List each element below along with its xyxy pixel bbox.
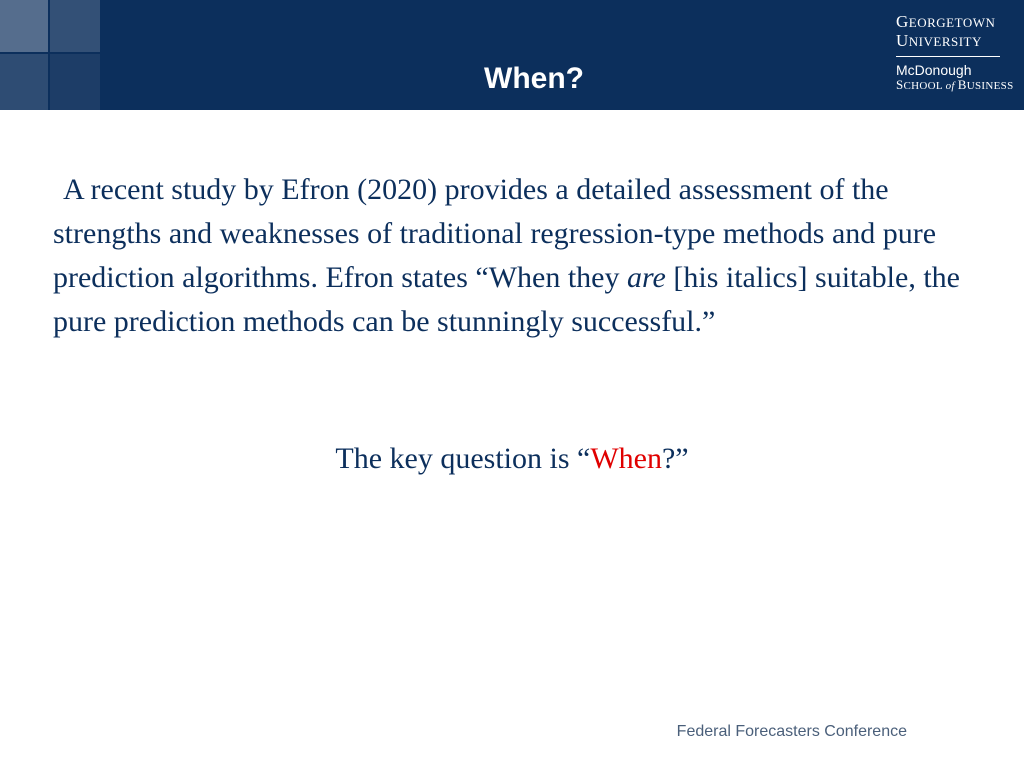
logo-line-mcdonough: McDonough — [896, 62, 972, 78]
logo-line-school: SCHOOL of BUSINESS — [896, 77, 1014, 92]
body-text-part2: [his italics] suitable, the pure prediction methods can be stunningly successful.” — [53, 261, 960, 338]
body-paragraph-text — [53, 168, 978, 344]
body-paragraph — [53, 168, 978, 344]
footer-conference-name: Federal Forecasters Conference — [676, 723, 907, 740]
key-question — [0, 439, 1024, 479]
key-question-suffix: ?” — [661, 442, 689, 475]
decorative-square — [50, 0, 100, 52]
georgetown-logo — [896, 12, 1014, 93]
header-bar — [0, 0, 1024, 110]
logo-line-university: UNIVERSITY — [896, 31, 982, 50]
logo-line-georgetown: GEORGETOWN — [896, 12, 996, 31]
decorative-square — [0, 0, 48, 52]
body-text-italic: are — [627, 261, 666, 294]
logo-divider — [896, 56, 1000, 57]
body-text-part1: A recent study by Efron (2020) provides a detailed assessment of the strengths and weaknesses of traditional regression-type methods and pure prediction algorithms. Efron states “When they — [53, 173, 937, 294]
key-question-emphasis: When — [590, 442, 662, 475]
slide-title: When? — [484, 62, 584, 95]
key-question-prefix: The key question is “ — [335, 442, 591, 475]
